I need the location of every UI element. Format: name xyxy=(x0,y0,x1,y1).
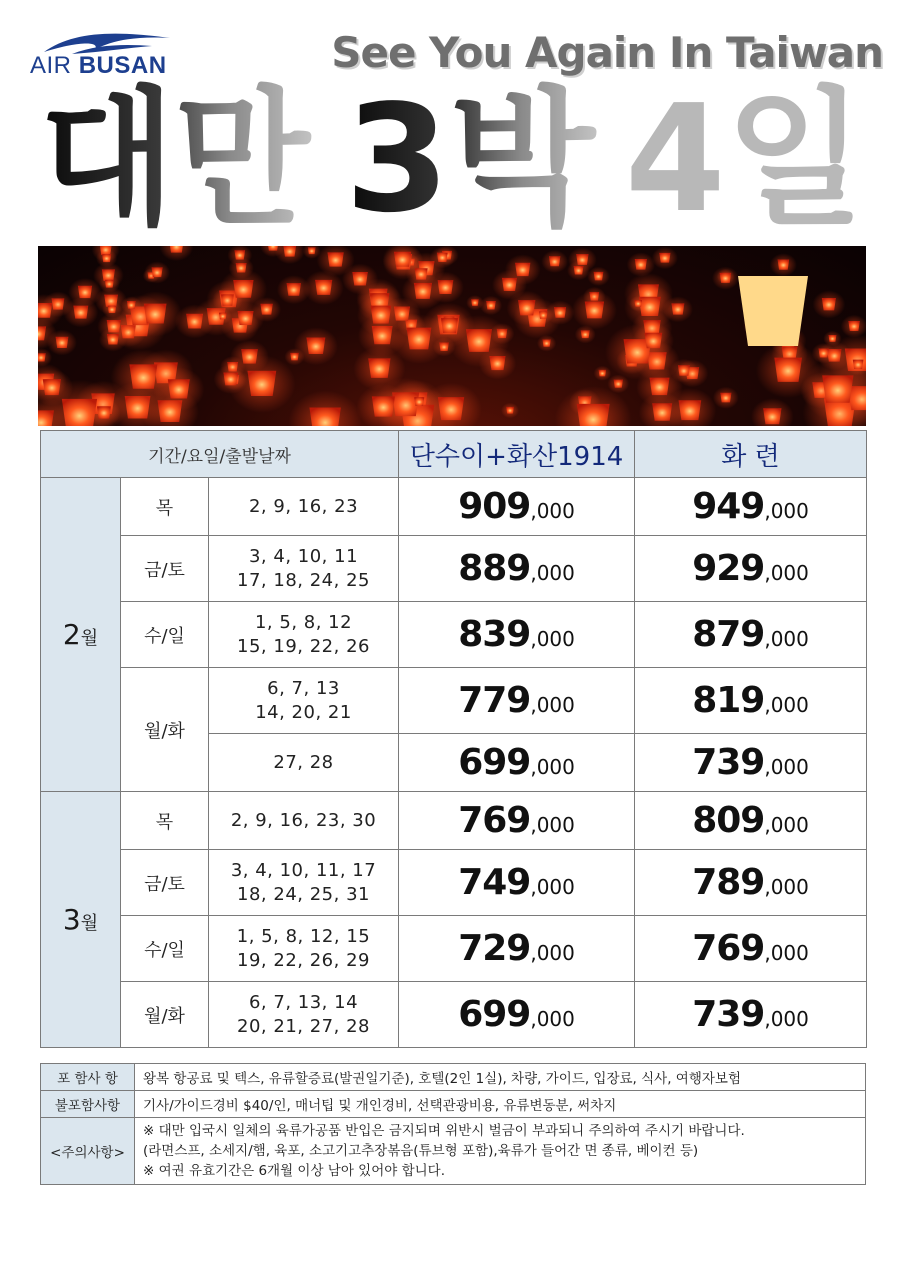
price-danshui-cell xyxy=(399,536,635,602)
price-suffix: ,000 xyxy=(764,499,809,523)
price-amount: 819 xyxy=(692,680,765,721)
price-amount: 699 xyxy=(458,994,531,1035)
weekday-cell: 금/토 xyxy=(121,850,209,916)
page-title xyxy=(40,78,870,238)
sky-lantern xyxy=(652,403,672,421)
sky-lantern xyxy=(848,321,859,331)
sky-lantern xyxy=(581,330,590,338)
sky-lantern xyxy=(219,313,227,320)
month-number: 3 xyxy=(62,903,81,936)
price-suffix: ,000 xyxy=(530,875,575,899)
sky-lantern xyxy=(38,303,52,318)
price-hualien-cell xyxy=(635,982,867,1048)
sky-lantern xyxy=(574,266,584,275)
sky-lantern xyxy=(223,372,238,385)
price-suffix: ,000 xyxy=(764,627,809,651)
sky-lantern xyxy=(822,298,836,310)
price-amount: 729 xyxy=(458,928,531,969)
departure-dates-line: 6, 7, 13, 14 xyxy=(248,991,359,1013)
price-hualien-cell xyxy=(635,792,867,850)
sky-lantern xyxy=(327,252,343,266)
departure-dates-line: 3, 4, 10, 11 xyxy=(248,545,359,567)
sky-lantern xyxy=(78,286,92,298)
sky-lantern xyxy=(635,259,647,270)
price-row xyxy=(41,536,867,602)
sky-lantern xyxy=(287,283,301,296)
weekday-cell: 금/토 xyxy=(121,536,209,602)
sky-lantern xyxy=(549,256,560,266)
included-label: 포 함사 항 xyxy=(41,1064,135,1091)
price-amount: 699 xyxy=(458,742,531,783)
departure-dates-cell xyxy=(209,668,399,734)
price-amount: 769 xyxy=(692,928,765,969)
departure-dates-line: 3, 4, 10, 11, 17 xyxy=(230,859,377,881)
header-period: 기간/요일/출발날짜 xyxy=(41,431,399,478)
price-amount: 839 xyxy=(458,614,531,655)
price-danshui-cell xyxy=(399,602,635,668)
sky-lantern xyxy=(238,311,254,325)
price-row xyxy=(41,668,867,734)
departure-dates-cell xyxy=(209,916,399,982)
departure-dates-cell xyxy=(209,734,399,792)
price-row xyxy=(41,478,867,536)
price-suffix: ,000 xyxy=(530,941,575,965)
price-danshui-cell xyxy=(399,478,635,536)
sky-lantern xyxy=(437,253,448,262)
sky-lantern xyxy=(127,301,136,309)
sky-lantern xyxy=(352,272,367,286)
month-label xyxy=(41,478,121,792)
sky-lantern xyxy=(774,358,802,382)
included-text: 왕복 항공료 및 텍스, 유류할증료(발권일기준), 호텔(2인 1실), 차량, 가이드, 입장료, 식사, 여행자보험 xyxy=(135,1064,866,1091)
sky-lantern xyxy=(168,379,190,398)
sky-lantern xyxy=(644,333,662,349)
sky-lantern xyxy=(819,348,829,357)
price-suffix: ,000 xyxy=(764,693,809,717)
price-amount: 769 xyxy=(458,800,531,841)
sky-lantern xyxy=(308,247,316,254)
sky-lantern xyxy=(169,246,184,253)
price-danshui-cell xyxy=(399,982,635,1048)
sky-lantern xyxy=(414,397,424,406)
departure-dates-line: 19, 22, 26, 29 xyxy=(237,949,370,971)
month-label xyxy=(41,792,121,1048)
sky-lantern xyxy=(233,280,253,298)
price-suffix: ,000 xyxy=(530,755,575,779)
sky-lantern xyxy=(102,254,111,262)
price-amount: 929 xyxy=(692,548,765,589)
departure-dates-line: 27, 28 xyxy=(273,751,334,773)
departure-dates-line: 18, 24, 25, 31 xyxy=(237,883,370,905)
sky-lantern xyxy=(542,339,550,346)
month-unit: 월 xyxy=(80,913,99,934)
air-busan-logo xyxy=(30,30,170,82)
caution-text xyxy=(135,1118,866,1185)
sky-lantern xyxy=(394,252,411,267)
departure-dates-cell xyxy=(209,982,399,1048)
sky-lantern xyxy=(585,301,604,318)
weekday-cell: 수/일 xyxy=(121,916,209,982)
caution-label: <주의사항> xyxy=(41,1118,135,1185)
sky-lantern xyxy=(407,328,432,350)
sky-lantern xyxy=(554,307,566,318)
excluded-label: 불포함사항 xyxy=(41,1091,135,1118)
sky-lantern xyxy=(309,408,340,426)
price-danshui-cell xyxy=(399,916,635,982)
sky-lantern xyxy=(720,273,731,283)
price-danshui-cell xyxy=(399,734,635,792)
weekday-cell: 월/화 xyxy=(121,668,209,792)
caution-row xyxy=(41,1118,866,1185)
caution-line: ※ 대만 입국시 일체의 육류가공품 반입은 금지되며 위반시 벌금이 부과되니 주의하여 주시기 바랍니다. xyxy=(143,1123,745,1139)
sky-lantern xyxy=(267,246,278,251)
sky-lantern xyxy=(144,304,167,324)
departure-dates-line: 2, 9, 16, 23, 30 xyxy=(230,809,377,831)
sky-lantern xyxy=(778,260,790,270)
price-hualien-cell xyxy=(635,916,867,982)
sky-lantern xyxy=(315,280,332,295)
sky-lantern xyxy=(368,358,390,378)
departure-dates-cell xyxy=(209,536,399,602)
excluded-text: 기사/가이드경비 $40/인, 매너팁 및 개인경비, 선택관광비용, 유류변동분, 써차지 xyxy=(135,1091,866,1118)
price-amount: 749 xyxy=(458,862,531,903)
departure-dates-line: 17, 18, 24, 25 xyxy=(237,569,370,591)
title-part2: 3박 xyxy=(345,78,598,238)
sky-lantern xyxy=(247,371,276,396)
header-route-hualien: 화 련 xyxy=(635,431,867,478)
sky-lantern xyxy=(105,280,114,288)
price-table xyxy=(40,430,867,1048)
sky-lantern xyxy=(38,410,54,426)
departure-dates-line: 6, 7, 13 xyxy=(267,677,340,699)
price-hualien-cell xyxy=(635,536,867,602)
price-suffix: ,000 xyxy=(530,693,575,717)
price-suffix: ,000 xyxy=(530,627,575,651)
price-amount: 909 xyxy=(458,486,531,527)
excluded-row xyxy=(41,1091,866,1118)
sky-lantern xyxy=(614,380,623,388)
sky-lantern xyxy=(43,379,61,395)
sky-lantern xyxy=(577,404,610,426)
sky-lantern xyxy=(634,300,642,307)
price-hualien-cell xyxy=(635,850,867,916)
weekday-cell: 목 xyxy=(121,478,209,536)
sky-lantern xyxy=(763,408,781,424)
included-row xyxy=(41,1064,866,1091)
departure-dates-line: 1, 5, 8, 12 xyxy=(254,611,353,633)
sky-lantern xyxy=(502,278,517,291)
departure-dates-line: 1, 5, 8, 12, 15 xyxy=(236,925,371,947)
price-danshui-cell xyxy=(399,668,635,734)
price-suffix: ,000 xyxy=(530,1007,575,1031)
price-amount: 739 xyxy=(692,994,765,1035)
price-hualien-cell xyxy=(635,734,867,792)
sky-lantern xyxy=(518,300,535,315)
sky-lantern xyxy=(659,253,670,263)
sky-lantern xyxy=(594,272,604,280)
price-suffix: ,000 xyxy=(764,755,809,779)
price-row xyxy=(41,916,867,982)
weekday-cell: 목 xyxy=(121,792,209,850)
sky-lantern xyxy=(471,299,479,306)
sky-lantern xyxy=(371,306,392,324)
departure-dates-cell xyxy=(209,792,399,850)
price-amount: 739 xyxy=(692,742,765,783)
price-suffix: ,000 xyxy=(764,875,809,899)
price-amount: 809 xyxy=(692,800,765,841)
title-part1: 대만 xyxy=(40,78,312,238)
sky-lantern xyxy=(290,353,299,361)
sky-lantern-photo xyxy=(38,246,866,426)
price-amount: 889 xyxy=(458,548,531,589)
sky-lantern xyxy=(599,370,607,377)
price-danshui-cell xyxy=(399,850,635,916)
sky-lantern xyxy=(466,329,492,352)
departure-dates-cell xyxy=(209,602,399,668)
price-hualien-cell xyxy=(635,478,867,536)
price-suffix: ,000 xyxy=(764,813,809,837)
sky-lantern xyxy=(56,337,69,348)
sky-lantern xyxy=(441,318,458,333)
price-amount: 779 xyxy=(458,680,531,721)
price-danshui-cell xyxy=(399,792,635,850)
price-hualien-cell xyxy=(635,668,867,734)
price-suffix: ,000 xyxy=(764,561,809,585)
sky-lantern-large xyxy=(738,276,808,346)
price-table-header xyxy=(41,431,867,478)
price-row xyxy=(41,982,867,1048)
price-row xyxy=(41,602,867,668)
departure-dates-cell xyxy=(209,478,399,536)
price-suffix: ,000 xyxy=(764,1007,809,1031)
header-route-danshui: 단수이+화산1914 xyxy=(399,431,635,478)
caution-line: ※ 여권 유효기간은 6개월 이상 남아 있어야 합니다. xyxy=(143,1163,446,1179)
notes-table xyxy=(40,1063,866,1185)
sky-lantern xyxy=(108,306,117,313)
sky-lantern xyxy=(829,335,837,342)
sky-lantern xyxy=(73,306,88,319)
month-number: 2 xyxy=(62,618,81,651)
departure-dates-line: 2, 9, 16, 23 xyxy=(248,495,359,517)
price-hualien-cell xyxy=(635,602,867,668)
sky-lantern xyxy=(241,349,258,364)
sky-lantern xyxy=(372,396,395,416)
sky-lantern xyxy=(678,365,690,375)
sky-lantern xyxy=(152,267,163,277)
sky-lantern xyxy=(822,375,853,402)
weekday-cell: 수/일 xyxy=(121,602,209,668)
title-part3: 4일 xyxy=(625,78,865,238)
sky-lantern xyxy=(38,353,46,361)
logo-prefix: AIR xyxy=(30,52,72,79)
price-amount: 949 xyxy=(692,486,765,527)
sky-lantern xyxy=(260,304,272,315)
month-unit: 월 xyxy=(80,628,99,649)
logo-brand: BUSAN xyxy=(78,52,167,79)
price-suffix: ,000 xyxy=(530,499,575,523)
price-row xyxy=(41,850,867,916)
departure-dates-cell xyxy=(209,850,399,916)
price-row xyxy=(41,792,867,850)
departure-dates-line: 15, 19, 22, 26 xyxy=(237,635,370,657)
caution-line: (라면스프, 소세지/햄, 육포, 소고기고추장볶음(튜브형 포함),육류가 들어간 면 종류, 베이컨 등) xyxy=(143,1143,699,1159)
lantern-illustration xyxy=(38,246,866,426)
sky-lantern xyxy=(506,407,514,414)
sky-lantern xyxy=(486,301,496,309)
slogan: See You Again In Taiwan xyxy=(331,28,883,77)
sky-lantern xyxy=(129,364,157,388)
sky-lantern xyxy=(720,393,731,403)
price-amount: 879 xyxy=(692,614,765,655)
price-suffix: ,000 xyxy=(764,941,809,965)
price-suffix: ,000 xyxy=(530,813,575,837)
sky-lantern xyxy=(107,334,119,344)
price-suffix: ,000 xyxy=(530,561,575,585)
price-amount: 789 xyxy=(692,862,765,903)
weekday-cell: 월/화 xyxy=(121,982,209,1048)
sky-lantern xyxy=(306,337,325,354)
departure-dates-line: 14, 20, 21 xyxy=(255,701,352,723)
logo-text xyxy=(30,52,167,80)
departure-dates-line: 20, 21, 27, 28 xyxy=(237,1015,370,1037)
sky-lantern xyxy=(414,283,432,299)
